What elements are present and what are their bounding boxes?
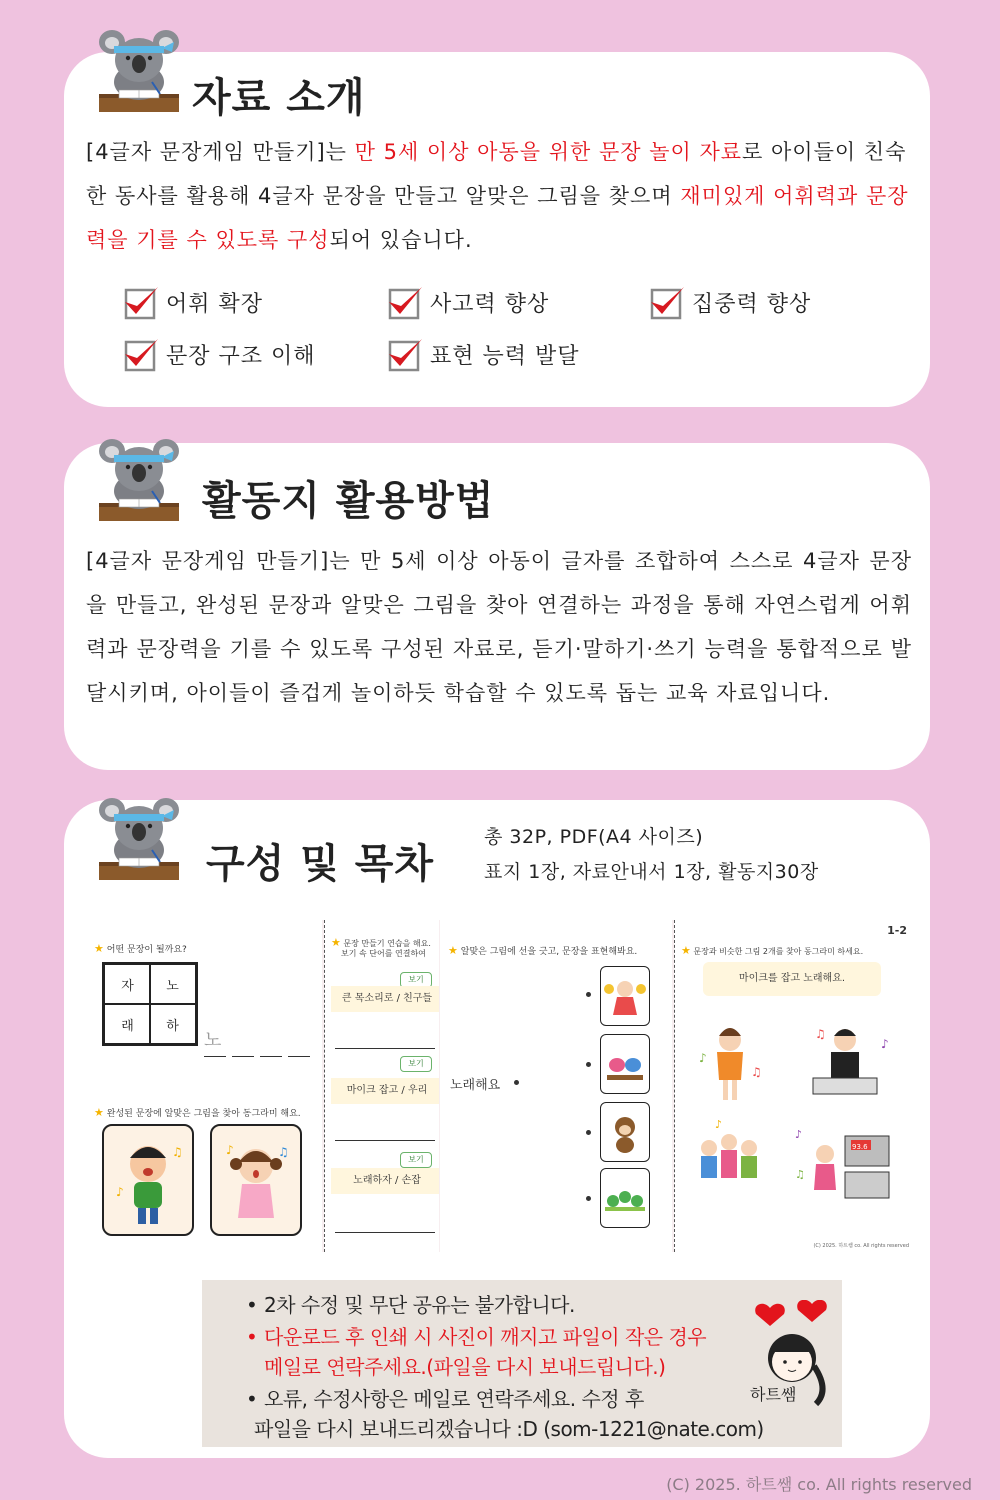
intro-title: 자료 소개 (192, 75, 366, 121)
sheet4-copyright: (C) 2025. 하트쌤 co. All rights reserved (813, 1243, 909, 1249)
star-icon: ★ (448, 944, 458, 957)
star-icon: ★ (681, 944, 691, 957)
worksheet-page-4 (674, 920, 913, 1252)
svg-text:♫: ♫ (278, 1145, 289, 1159)
checkmark-icon (648, 284, 686, 320)
check-item (122, 284, 263, 320)
boy-singing-picture (102, 1124, 194, 1236)
sheet4-question: ★ 문장과 비슷한 그림 2개를 찾아 동그라미 하세요. (681, 944, 864, 957)
svg-text:♪: ♪ (116, 1185, 124, 1199)
koala-mascot-icon (94, 792, 184, 882)
intro-card (64, 52, 930, 407)
contents-meta (484, 820, 819, 890)
answer-first-letter: 노 (204, 1030, 222, 1051)
bogi-tag: 보기 (400, 972, 432, 988)
notice-item: • 2차 수정 및 무단 공유는 불가합니다. (246, 1293, 575, 1317)
check-label: 어휘 확장 (166, 291, 264, 317)
intro-highlight-2: 재미있게 어휘력과 문장력을 기를 수 있도록 구성 (86, 184, 909, 252)
svg-text:♪: ♪ (715, 1118, 723, 1131)
intro-text-1: [4글자 문장게임 만들기]는 (86, 140, 355, 164)
sheet4-sentence: 마이크를 잡고 노래해요. (703, 962, 881, 996)
sheet4-page-number: 1-2 (887, 924, 907, 937)
check-item (648, 284, 811, 320)
sheet3-question: ★ 알맞은 그림에 선을 긋고, 문장을 표현해봐요. (448, 944, 638, 957)
notice-item-important-cont: 메일로 연락주세요.(파일을 다시 보내드립니다.) (264, 1355, 666, 1379)
checkmark-icon (386, 284, 424, 320)
bogi-box: 큰 목소리로 / 친구들 (331, 986, 439, 1012)
contents-title: 구성 및 목차 (206, 841, 435, 887)
check-label: 사고력 향상 (430, 291, 550, 317)
koala-mascot-icon (94, 433, 184, 523)
svg-text:♪: ♪ (881, 1037, 889, 1051)
check-item (122, 336, 316, 372)
dancing-girl-icon (601, 967, 649, 1025)
checkmark-icon (122, 336, 160, 372)
frogs-icon (601, 1169, 649, 1227)
boy-singing-icon (104, 1126, 192, 1234)
intro-paragraph (86, 130, 912, 262)
meta-pages: 총 32P, PDF(A4 사이즈) (484, 826, 704, 848)
contents-card (64, 800, 930, 1458)
monkey-icon (601, 1103, 649, 1161)
grid-cell: 노 (149, 964, 196, 1004)
bogi-tag: 보기 (400, 1152, 432, 1168)
star-icon: ★ (94, 942, 104, 955)
sheet3-word: 노래해요 (450, 1078, 501, 1093)
sheet1-question-2: ★ 완성된 문장에 알맞은 그림을 찾아 동그라미 해요. (94, 1106, 301, 1119)
picture-option (600, 966, 650, 1026)
svg-text:♪: ♪ (699, 1051, 707, 1065)
sheet2-question: ★ 문장 만들기 연습을 해요. (331, 936, 431, 949)
svg-text:♫: ♫ (795, 1168, 805, 1181)
check-label: 문장 구조 이해 (166, 343, 316, 369)
usage-card (64, 443, 930, 770)
intro-text-2: 로 아이들이 친숙한 동사를 활용해 4글자 문장을 만들고 알맞은 그림을 찾으며 (86, 140, 907, 208)
svg-text:♪: ♪ (795, 1128, 803, 1141)
grid-cell: 자 (104, 964, 151, 1004)
star-icon: ★ (94, 1106, 104, 1119)
bogi-box: 노래하자 / 손잡 (331, 1168, 439, 1194)
svg-text:♫: ♫ (815, 1027, 826, 1041)
intro-highlight-1: 만 5세 이상 아동을 위한 문장 놀이 자료 (354, 140, 743, 164)
singing-scenes-icon (685, 1018, 905, 1228)
check-label: 집중력 향상 (692, 291, 812, 317)
usage-title: 활동지 활용방법 (202, 478, 495, 524)
worksheet-page-1 (86, 920, 322, 1252)
picture-option (600, 1034, 650, 1094)
svg-text:♪: ♪ (226, 1143, 234, 1157)
notice-item-important: • 다운로드 후 인쇄 시 사진이 깨지고 파일이 작은 경우 (246, 1325, 707, 1349)
notice-item: • 오류, 수정사항은 메일로 연락주세요. 수정 후 (246, 1387, 644, 1411)
check-item (386, 336, 580, 372)
sheet1-question: ★ 어떤 문장이 될까요? (94, 942, 187, 955)
picture-option (600, 1168, 650, 1228)
birds-icon (601, 1035, 649, 1093)
bogi-tag: 보기 (400, 1056, 432, 1072)
sheet2-question-sub: 보기 속 단어를 연결하여 (341, 949, 426, 958)
checkmark-icon (122, 284, 160, 320)
tv-screen-text: 93.6 (852, 1143, 868, 1151)
worksheet-page-3 (440, 920, 672, 1252)
letter-grid (102, 962, 198, 1046)
checkmark-icon (386, 336, 424, 372)
grid-cell: 하 (149, 1004, 196, 1044)
check-item (386, 284, 549, 320)
star-icon: ★ (331, 936, 341, 949)
koala-mascot-icon (94, 24, 184, 114)
bogi-box: 마이크 잡고 / 우리 (331, 1078, 439, 1104)
check-label: 표현 능력 발달 (430, 343, 580, 369)
worksheet-page-2 (324, 920, 439, 1252)
footer-copyright: (C) 2025. 하트쌤 co. All rights reserved (666, 1475, 972, 1494)
svg-text:♫: ♫ (751, 1065, 762, 1079)
notice-item-cont: 파일을 다시 보내드리겠습니다 :D (som-1221@nate.com) (254, 1417, 764, 1441)
meta-composition: 표지 1장, 자료안내서 1장, 활동지30장 (484, 861, 819, 883)
girl-singing-icon (212, 1126, 300, 1234)
picture-option (600, 1102, 650, 1162)
girl-singing-picture (210, 1124, 302, 1236)
intro-text-3: 되어 있습니다. (329, 228, 473, 252)
grid-cell: 래 (104, 1004, 151, 1044)
usage-paragraph: [4글자 문장게임 만들기]는 만 5세 이상 아동이 글자를 조합하여 스스로 4글자 문장을 만들고, 완성된 문장과 알맞은 그림을 찾아 연결하는 과정을 통해 자연스럽게 어휘력과 문장력을 기를 수 있도록 구성된 자료로, 듣기·말하기·쓰기 능력을 통합적으로 발달시키며, 아이들이 즐겁게 놀이하듯 학습할 수 있도록 돕는 교육 자료입니다. (86, 549, 912, 705)
worksheet-preview (86, 920, 912, 1252)
notice-box (202, 1280, 842, 1447)
svg-text:♫: ♫ (172, 1145, 183, 1159)
signature: 하트쌤 (750, 1385, 797, 1404)
